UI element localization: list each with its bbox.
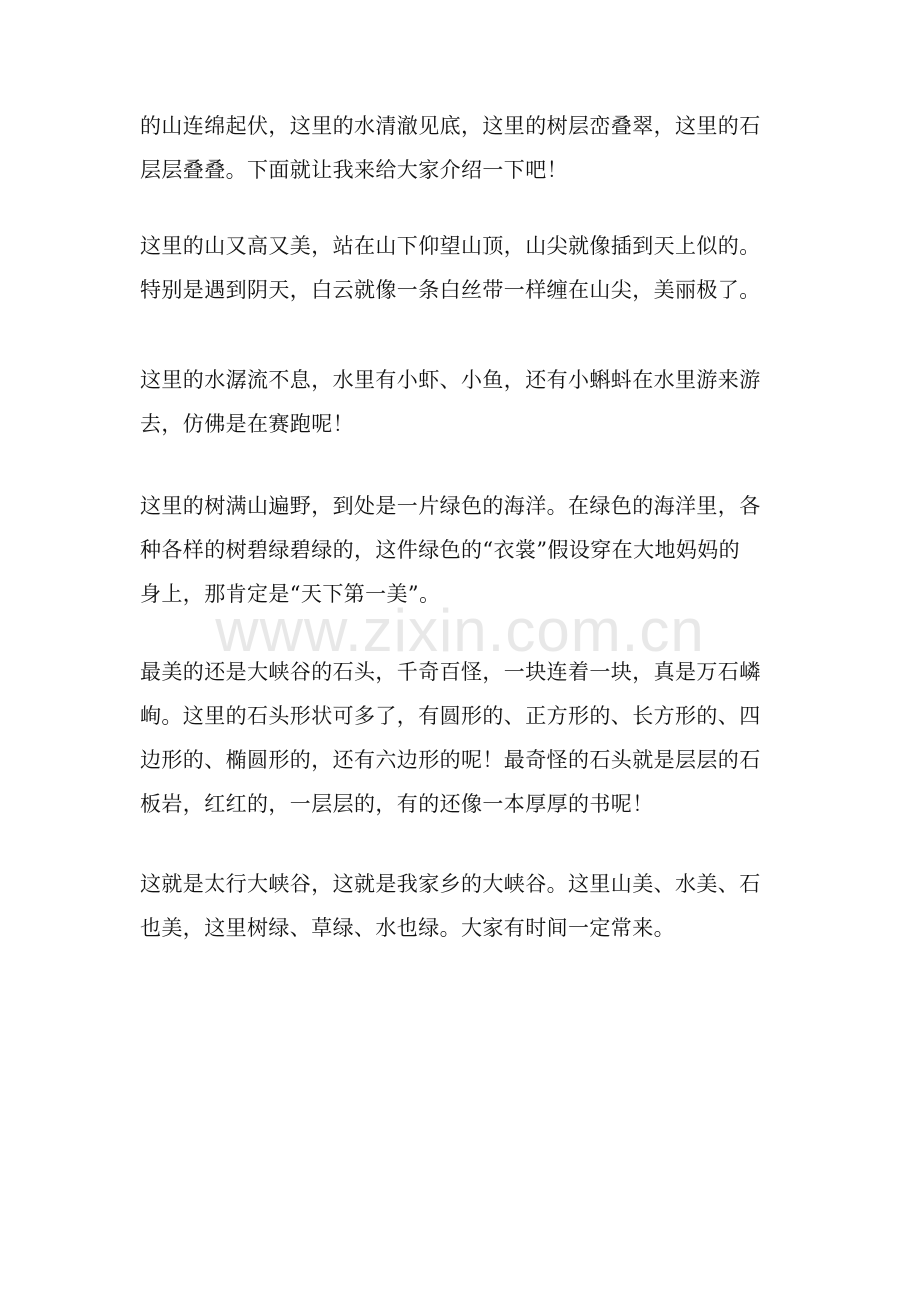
text-line: 去，仿佛是在赛跑呢！ [140,412,354,436]
text-line: 这就是太行大峡谷，这就是我家乡的大峡谷。这里山美、水美、石 [140,872,761,896]
paragraph-rocks [140,650,780,826]
paragraph-intro [140,104,780,192]
text-line: 峋。这里的石头形状可多了，有圆形的、正方形的、长方形的、四 [140,704,761,728]
watermark: www.zixin.com.cn [215,597,705,664]
text-line: 的山连绵起伏，这里的水清澈见底，这里的树层峦叠翠，这里的石 [140,114,761,138]
text-line: 边形的、椭圆形的，还有六边形的呢！最奇怪的石头就是层层的石 [140,748,761,772]
text-line: 这里的树满山遍野，到处是一片绿色的海洋。在绿色的海洋里，各 [140,494,761,518]
text-line: 种各样的树碧绿碧绿的，这件绿色的“衣裳”假设穿在大地妈妈的 [140,538,741,562]
text-line: 特别是遇到阴天，白云就像一条白丝带一样缠在山尖，美丽极了。 [140,278,761,302]
text-line: 这里的山又高又美，站在山下仰望山顶，山尖就像插到天上似的。 [140,234,761,258]
paragraph-water [140,358,780,446]
text-line: 板岩，红红的，一层层的，有的还像一本厚厚的书呢！ [140,792,654,816]
text-line: 这里的水潺流不息，水里有小虾、小鱼，还有小蝌蚪在水里游来游 [140,368,761,392]
text-line: 身上，那肯定是“天下第一美”。 [140,582,441,606]
text-line: 最美的还是大峡谷的石头，千奇百怪，一块连着一块，真是万石嶙 [140,660,761,684]
paragraph-conclusion [140,862,780,950]
paragraph-mountains [140,224,780,312]
text-line: 也美，这里树绿、草绿、水也绿。大家有时间一定常来。 [140,916,675,940]
paragraph-trees [140,484,780,616]
text-line: 层层叠叠。下面就让我来给大家介绍一下吧！ [140,158,568,182]
